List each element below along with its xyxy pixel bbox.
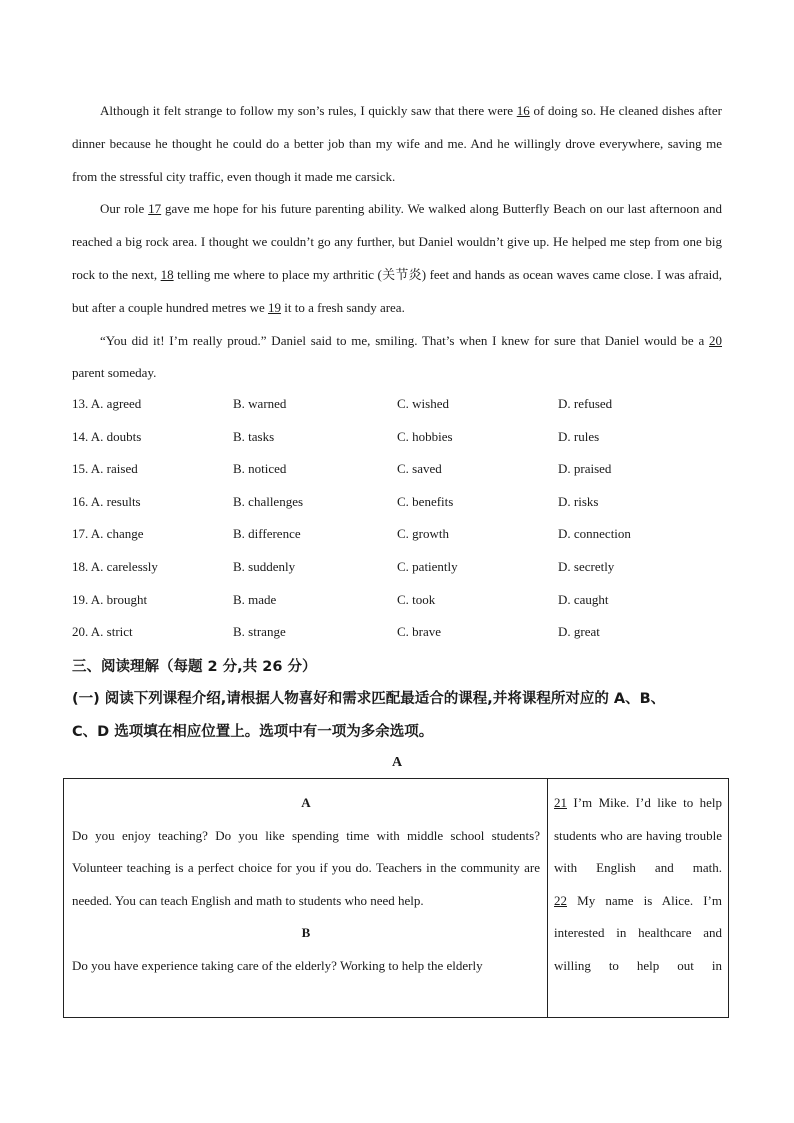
part-label: A bbox=[391, 755, 403, 770]
passage bbox=[72, 95, 722, 390]
option-row: 13. A. agreed B. warned C. wished D. refused bbox=[72, 396, 613, 411]
option-row: 18. A. carelessly B. suddenly C. patiently D. secretly bbox=[72, 558, 615, 574]
column-divider bbox=[547, 779, 548, 1018]
course-b-heading: B bbox=[301, 925, 311, 941]
passage-paragraph-3: “You did it! I’m really proud.” Daniel said to me, smiling. That’s when I knew for sure that Daniel would be a 20 parent someday. bbox=[72, 332, 722, 381]
blank-20: 20 bbox=[709, 332, 722, 348]
course-b-text: Do you have experience taking care of the elderly? Working to help the elderly bbox=[72, 957, 483, 973]
answer-options bbox=[72, 388, 732, 649]
course-table bbox=[63, 778, 729, 1018]
course-a-text: Do you enjoy teaching? Do you like spending time with middle school students? Volunteer teaching is a perfect choice for you if you do. Teachers in the community are needed. You can teach English and math to students who need help. bbox=[72, 827, 540, 908]
person-22: 22 My name is Alice. I’m interested in healthcare and willing to help out in bbox=[554, 892, 722, 973]
blank-16: 16 bbox=[516, 103, 530, 118]
option-row: 20. A. strict B. strange C. brave D. great bbox=[72, 624, 600, 640]
person-21: 21 I’m Mike. I’d like to help students who are having trouble with English and math. bbox=[554, 795, 722, 876]
people-needs bbox=[554, 787, 722, 983]
option-row: 19. A. brought B. made C. took D. caught bbox=[72, 591, 609, 607]
section-title: 三、阅读理解（每题 2 分,共 26 分） bbox=[72, 659, 317, 675]
blank-19: 19 bbox=[268, 299, 282, 315]
option-row: 15. A. raised B. noticed C. saved D. praised bbox=[72, 461, 612, 477]
blank-21: 21 bbox=[554, 795, 567, 810]
blank-22: 22 bbox=[554, 892, 567, 908]
passage-paragraph-1: Although it felt strange to follow my son’s rules, I quickly saw that there were 16 of doing so. He cleaned dishes after dinner because he thought he could do a better job than my wife and me. And he willingly drove everywhere, saving me from the stressful city traffic, even though it made me carsick. bbox=[72, 103, 722, 184]
section-instruction-line-1: (一) 阅读下列课程介绍,请根据人物喜好和需求匹配最适合的课程,并将课程所对应的 A、B、 bbox=[72, 691, 666, 707]
option-row: 17. A. change B. difference C. growth D. connection bbox=[72, 526, 631, 542]
course-a-heading: A bbox=[301, 795, 311, 810]
option-row: 16. A. results B. challenges C. benefits D. risks bbox=[72, 493, 599, 509]
passage-paragraph-2: Our role 17 gave me hope for his future parenting ability. We walked along Butterfly Beach on our last afternoon and reached a big rock area. I thought we couldn’t go any further, but Daniel wouldn’t give up. He helped me step from one big rock to the next, 18 telling me where to place my arthritic (关节炎) feet and hands as ocean waves came close. I was afraid, but after a couple hundred metres we 19 it to a fresh sandy area. bbox=[72, 201, 722, 315]
section-instruction-line-2: C、D 选项填在相应位置上。选项中有一项为多余选项。 bbox=[72, 724, 434, 740]
blank-18: 18 bbox=[160, 266, 174, 282]
option-row: 14. A. doubts B. tasks C. hobbies D. rules bbox=[72, 428, 600, 444]
blank-17: 17 bbox=[148, 201, 162, 217]
course-descriptions bbox=[72, 787, 540, 983]
